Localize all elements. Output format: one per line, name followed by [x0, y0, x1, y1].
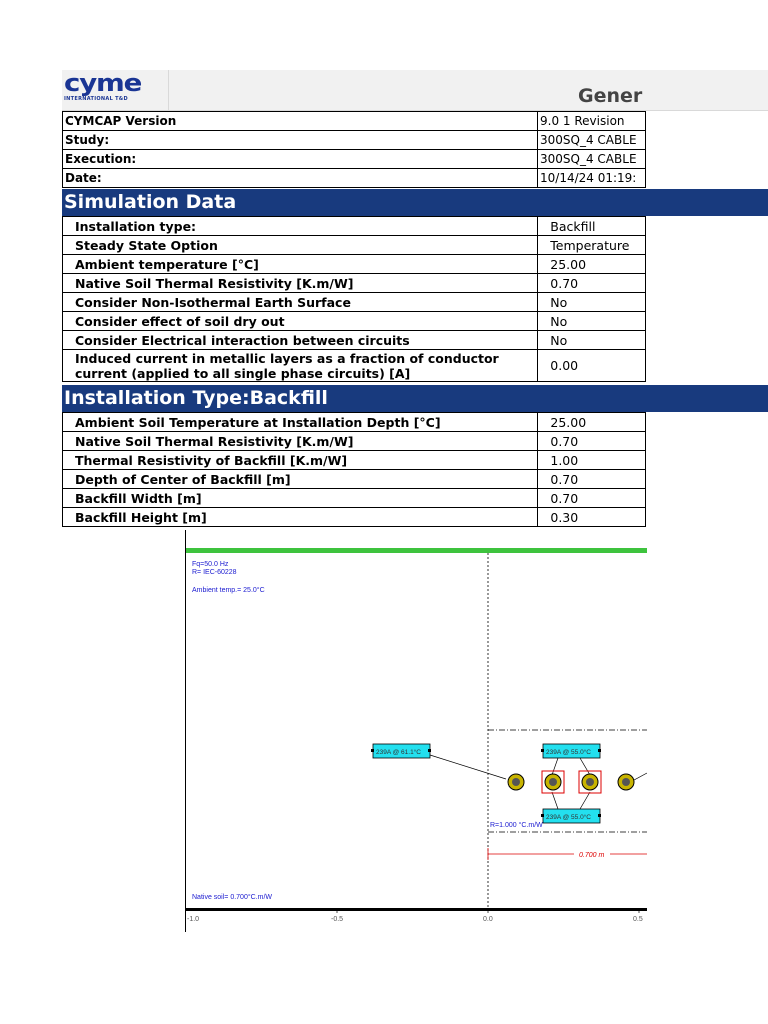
param-label: Backfill Height [m]: [63, 508, 538, 527]
param-value: No: [538, 331, 646, 350]
report-header: [62, 70, 768, 111]
table-row: [63, 312, 646, 331]
cable-tag-left-text: 239A @ 61.1°C: [376, 749, 421, 756]
param-value: 0.70: [538, 489, 646, 508]
cable-tag-bottom-text: 239A @ 55.0°C: [546, 814, 591, 821]
x-tick-label: 0.0: [483, 916, 493, 923]
table-row: [63, 131, 646, 150]
param-value: 0.00: [538, 350, 646, 382]
cable-1: [508, 774, 524, 790]
depth-label: 0.700 m: [579, 852, 605, 859]
section-installation-backfill: Installation Type:Backfill: [62, 385, 768, 412]
x-tick-label: -0.5: [331, 916, 344, 923]
info-label: CYMCAP Version: [63, 112, 538, 131]
table-row: [63, 432, 646, 451]
param-label: [63, 350, 538, 382]
table-row: [63, 470, 646, 489]
table-row: [63, 236, 646, 255]
param-label: Native Soil Thermal Resistivity [K.m/W]: [63, 274, 538, 293]
info-value: 300SQ_4 CABLE: [538, 131, 646, 150]
freq-text: Fq=50.0 Hz: [192, 561, 229, 568]
info-value: 10/14/24 01:19:: [538, 169, 646, 188]
section-simulation-data: Simulation Data: [62, 189, 768, 216]
param-value: Temperature: [538, 236, 646, 255]
param-value: 0.30: [538, 508, 646, 527]
param-label: Native Soil Thermal Resistivity [K.m/W]: [63, 432, 538, 451]
x-tick-label: 0.5: [633, 916, 643, 923]
info-label: Study:: [63, 131, 538, 150]
table-row: [63, 274, 646, 293]
x-axis: [186, 908, 647, 911]
ambient-text: Ambient temp.= 25.0°C: [192, 587, 265, 594]
report-title: Gener: [578, 85, 643, 107]
cable-tag-bottom: [541, 809, 601, 823]
cable-3: [579, 771, 601, 793]
table-row: [63, 413, 646, 432]
param-label-line: Induced current in metallic layers as a fraction of conductor: [75, 350, 499, 366]
param-value: No: [538, 293, 646, 312]
info-label: Execution:: [63, 150, 538, 169]
param-label: Ambient temperature [°C]: [63, 255, 538, 274]
param-label: Installation type:: [63, 217, 538, 236]
logo-subtitle: INTERNATIONAL T&D: [64, 96, 128, 102]
cable-2: [542, 771, 564, 793]
leader-line: [552, 758, 558, 775]
table-row: [63, 217, 646, 236]
param-value: 25.00: [538, 413, 646, 432]
info-label: Date:: [63, 169, 538, 188]
cable-tag-top-text: 239A @ 55.0°C: [546, 749, 591, 756]
info-value: 9.0 1 Revision: [538, 112, 646, 131]
leader-line: [580, 792, 590, 809]
param-label: Consider Non-Isothermal Earth Surface: [63, 293, 538, 312]
table-row: [63, 293, 646, 312]
leader-line: [430, 755, 506, 779]
table-row: [63, 112, 646, 131]
param-value: 0.70: [538, 274, 646, 293]
backfill-resistivity-text: R=1.000 °C.m/W: [490, 822, 543, 829]
param-value: No: [538, 312, 646, 331]
logo-wordmark: cyme: [64, 69, 142, 97]
standard-text: R= IEC-60228: [192, 569, 237, 576]
leader-line: [634, 773, 647, 780]
param-label: Thermal Resistivity of Backfill [K.m/W]: [63, 451, 538, 470]
ground-surface: [186, 548, 647, 553]
param-label: Ambient Soil Temperature at Installation Depth [°C]: [63, 413, 538, 432]
table-row: [63, 169, 646, 188]
param-value: Backfill: [538, 217, 646, 236]
leader-line: [580, 758, 590, 775]
param-label: Consider Electrical interaction between circuits: [63, 331, 538, 350]
simulation-table: [62, 216, 646, 382]
param-value: 25.00: [538, 255, 646, 274]
cable-tag-left: [371, 744, 431, 758]
table-row: [63, 255, 646, 274]
table-row: [63, 350, 646, 382]
installation-diagram: [185, 530, 647, 932]
table-row: [63, 451, 646, 470]
param-label: Depth of Center of Backfill [m]: [63, 470, 538, 489]
cable-tag-top: [541, 744, 601, 758]
param-label: Backfill Width [m]: [63, 489, 538, 508]
param-value: 0.70: [538, 470, 646, 489]
param-value: 0.70: [538, 432, 646, 451]
table-row: [63, 331, 646, 350]
info-value: 300SQ_4 CABLE: [538, 150, 646, 169]
param-label: Steady State Option: [63, 236, 538, 255]
param-value: 1.00: [538, 451, 646, 470]
backfill-table: [62, 412, 646, 527]
table-row: [63, 150, 646, 169]
diagram-canvas: [186, 530, 647, 932]
cable-4: [618, 774, 634, 790]
cyme-logo: [62, 70, 169, 110]
info-table: [62, 111, 646, 188]
x-tick-label: -1.0: [187, 916, 200, 923]
param-label-line: current (applied to all single phase circuits) [A]: [75, 365, 411, 381]
param-label: Consider effect of soil dry out: [63, 312, 538, 331]
table-row: [63, 508, 646, 527]
table-row: [63, 489, 646, 508]
leader-line: [552, 792, 558, 809]
native-soil-text: Native soil= 0.700°C.m/W: [192, 894, 273, 901]
